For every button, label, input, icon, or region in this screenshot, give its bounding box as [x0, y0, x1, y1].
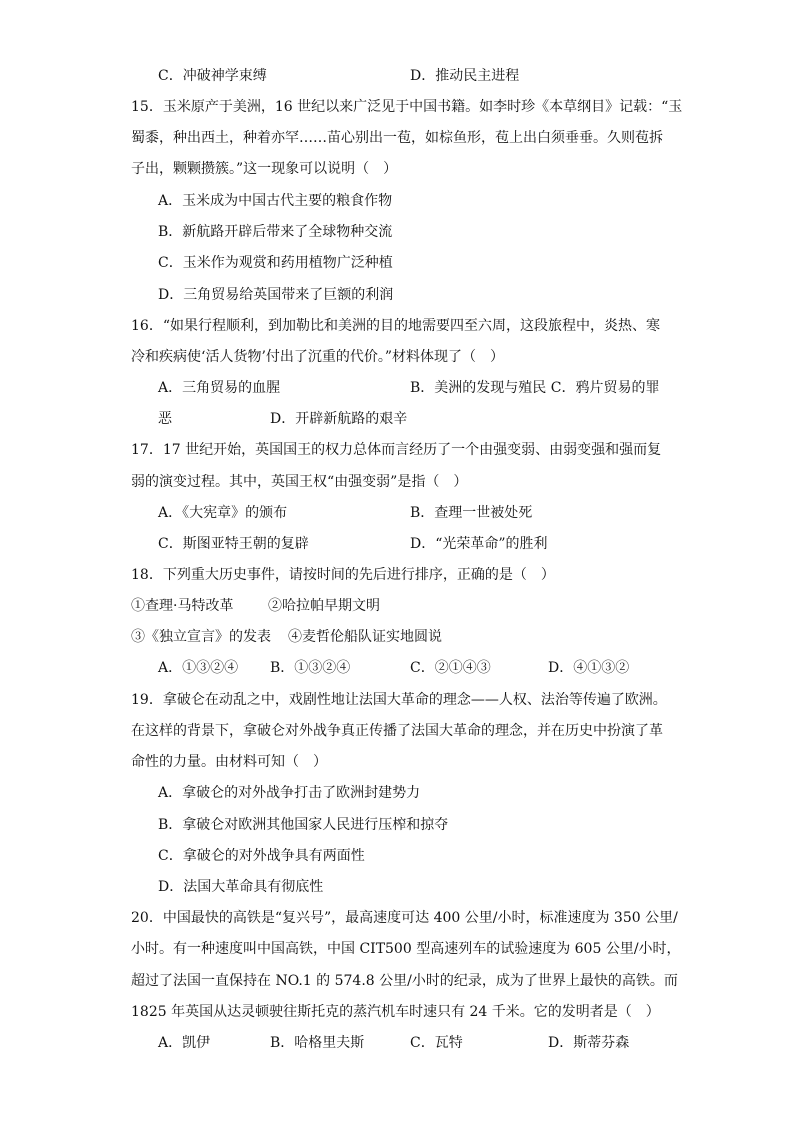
q18-option-c: C．②①④③ [410, 660, 491, 676]
q18-option-d: D．④①③② [548, 660, 630, 676]
q17-option-b: B．查理一世被处死 [410, 505, 533, 521]
q19-option-c: C．拿破仑的对外战争具有两面性 [158, 848, 365, 864]
q14-option-d: D．推动民主进程 [410, 68, 520, 84]
q20-option-d: D．斯蒂芬森 [548, 1035, 630, 1051]
q18-item-2: ②哈拉帕早期文明 [268, 598, 380, 614]
q16-stem-line-1: 16．“如果行程顺利，到加勒比和美洲的目的地需要四至六周，这段旅程中，炎热、寒 [131, 318, 660, 334]
q20-stem-line-3: 超过了法国一直保持在 NO.1 的 574.8 公里/小时的纪录，成为了世界上最快的高铁。而 [131, 973, 678, 989]
q15-stem-line-1: 15．玉米原产于美洲，16 世纪以来广泛见于中国书籍。如李时珍《本草纲目》记载：“玉 [131, 99, 683, 115]
q15-option-c: C．玉米作为观赏和药用植物广泛种植 [158, 255, 393, 271]
q15-option-a: A．玉米成为中国古代主要的粮食作物 [158, 193, 393, 209]
q19-stem-line-3: 命性的力量。由材料可知（ ） [131, 754, 327, 770]
q16-option-d: D．开辟新航路的艰辛 [270, 411, 408, 427]
q15-option-d: D．三角贸易给英国带来了巨额的利润 [158, 287, 394, 303]
q17-option-a: A．《大宪章》的颁布 [158, 505, 288, 521]
q20-option-b: B．哈格里夫斯 [270, 1035, 365, 1051]
q18-item-3: ③《独立宣言》的发表 [131, 629, 271, 645]
q19-stem-line-2: 在这样的背景下，拿破仑对外战争真正传播了法国大革命的理念，并在历史中扮演了革 [131, 723, 663, 739]
q20-stem-line-2: 小时。有一种速度叫中国高铁，中国 CIT500 型高速列车的试验速度为 605 公里/小时， [131, 941, 681, 957]
q18-item-1: ①查理·马特改革 [131, 598, 234, 614]
q17-option-c: C．斯图亚特王朝的复辟 [158, 536, 309, 552]
q16-option-c-continued: 恶 [158, 411, 172, 427]
q14-option-c: C．冲破神学束缚 [158, 68, 267, 84]
q19-stem-line-1: 19．拿破仑在动乱之中，戏剧性地让法国大革命的理念——人权、法治等传遍了欧洲。 [131, 692, 667, 708]
q18-option-a: A．①③②④ [158, 660, 239, 676]
q18-option-b: B．①③②④ [270, 660, 351, 676]
q20-option-a: A．凯伊 [158, 1035, 211, 1051]
q19-option-d: D．法国大革命具有彻底性 [158, 879, 324, 895]
q16-stem-line-2: 冷和疾病使‘活人货物’付出了沉重的代价。”材料体现了（ ） [131, 349, 505, 365]
q16-option-a: A．三角贸易的血腥 [158, 380, 281, 396]
q18-item-4: ④麦哲伦船队证实地圆说 [288, 629, 442, 645]
q16-option-b-c: B．美洲的发现与殖民 C．鸦片贸易的罪 [410, 380, 660, 396]
q17-stem-line-2: 弱的演变过程。其中，英国王权“由强变弱”是指（ ） [131, 474, 468, 490]
q15-stem-line-2: 蜀黍，种出西土，种着亦罕……苗心别出一苞，如棕鱼形，苞上出白须垂垂。久则苞拆 [131, 130, 663, 146]
q18-stem: 18．下列重大历史事件，请按时间的先后进行排序，正确的是（ ） [131, 567, 555, 583]
q19-option-a: A．拿破仑的对外战争打击了欧洲封建势力 [158, 785, 421, 801]
q20-stem-line-1: 20．中国最快的高铁是“复兴号”，最高速度可达 400 公里/小时，标准速度为 350 公里/ [131, 910, 678, 926]
q17-option-d: D．“光荣革命”的胜利 [410, 536, 548, 552]
q17-stem-line-1: 17．17 世纪开始，英国国王的权力总体而言经历了一个由强变弱、由弱变强和强而复 [131, 442, 662, 458]
q20-option-c: C．瓦特 [410, 1035, 463, 1051]
q15-option-b: B．新航路开辟后带来了全球物种交流 [158, 224, 393, 240]
q19-option-b: B．拿破仑对欧洲其他国家人民进行压榨和掠夺 [158, 817, 449, 833]
q20-stem-line-4: 1825 年英国从达灵顿驶往斯托克的蒸汽机车时速只有 24 千米。它的发明者是（ ） [131, 1004, 660, 1020]
q15-stem-line-3: 子出，颗颗攒簇。”这一现象可以说明（ ） [131, 161, 398, 177]
